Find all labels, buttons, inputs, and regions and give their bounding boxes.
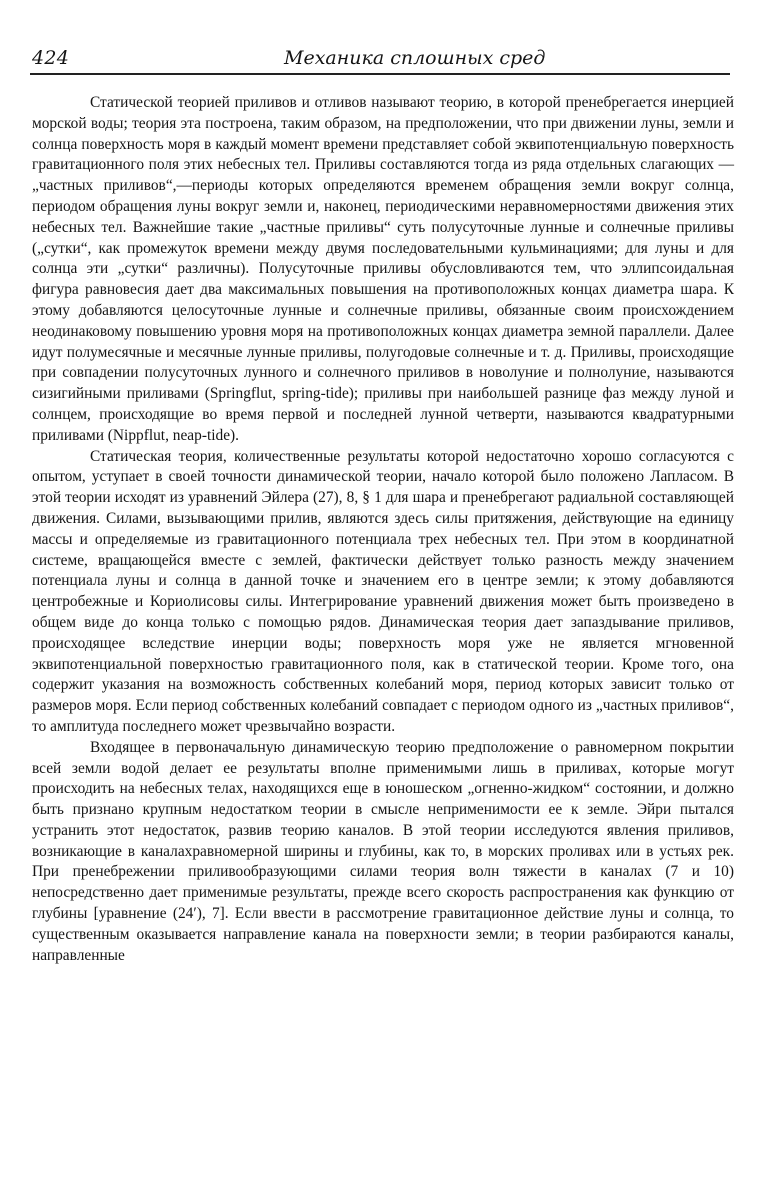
page-header <box>30 44 732 70</box>
page-number: 424 <box>32 47 70 69</box>
header-rule <box>30 73 730 75</box>
paragraph-canal-theory: Входящее в первоначальную динамическую теорию предположение о равномерном покрытии всей земли водой делает ее результаты вполне применимыми лишь в приливах, которые могут происходить на небесных телах, находящихся еще в юношеском „огненно-жидком“ состоянии, и должно быть признано крупным недостатком теории в смысле неприменимости ее к земле. Эйри пытался устранить этот недостаток, развив теорию каналов. В этой теории исследуются явления приливов, возникающие в каналахравномерной ширины и глубины, как то, в морских проливах или в устьях рек. При пренебрежении приливообразующими силами теория волн тяжести в каналах (7 и 10) непосредственно дает применимые результаты, прежде всего скорость распространения как функцию от глубины [уравнение (24′), 7]. Если ввести в рассмотрение гравитационное действие луны и солнца, то существенным оказывается направление канала на поверхности земли; в теории разбираются каналы, направленные <box>32 738 734 964</box>
paragraph-static-theory: Статической теорией приливов и отливов называют теорию, в которой пренебрегается инерцией морской воды; теория эта построена, таким образом, на предположении, что при движении луны, земли и солнца поверхность моря в каждый момент времени представляет собой эквипотенциальную поверхность гравитационного поля этих небесных тел. Приливы составляются тогда из ряда отдельных слагающих — „частных приливов“,—периоды которых определяются временем обращения земли вокруг солнца, периодом обращения луны вокруг земли и, наконец, периодическими неравномерностями движения этих небесных тел. Важнейшие такие „частные приливы“ суть полусуточные лунные и солнечные приливы („сутки“, как промежуток времени между двумя последовательными кульминациями; для луны и для солнца эти „сутки“ различны). Полусуточные приливы обусловливаются тем, что эллипсоидальная фигура равновесия дает два максимальных повышения на противоположных концах диаметра шара. К этому добавляются целосуточные лунные и солнечные приливы, обязанные своим происхождением неодинаковому повышению уровня моря на противоположных концах диаметра земной параллели. Далее идут полумесячные и месячные лунные приливы, полугодовые солнечные и т. д. Приливы, происходящие при совпадении полусуточных лунного и солнечного приливов в новолуние и полнолуние, называются сизигийными приливами (Springflut, spring-tide); приливы при наибольшей разнице фаз между луной и солнцем, происходящие во время первой и последней лунной четверти, называются квадратурными приливами (Nippflut, neap-tide). <box>32 94 734 444</box>
paragraph-dynamic-theory: Статическая теория, количественные результаты которой недостаточно хорошо согласуются с опытом, уступает в своей точности динамической теории, начало которой было положено Лапласом. В этой теории исходят из уравнений Эйлера (27), 8, § 1 для шара и пренебрегают радиальной составляющей движения. Силами, вызывающими прилив, являются здесь силы притяжения, действующие на единицу массы и определяемые из гравитационного потенциала трех небесных тел. При этом в координатной системе, вращающейся вместе с землей, фактически действует только разность между значением потенциала луны и солнца в данной точке и значением его в центре земли; к этому добавляются центробежные и Кориолисовы силы. Интегрирование уравнений движения может быть произведено в общем виде до конца только с помощью рядов. Динамическая теория дает запаздывание приливов, происходящее вследствие инерции воды; поверхность моря уже не является мгновенной эквипотенциальной поверхностью гравитационного поля, как в статической теории. Кроме того, она содержит указания на возможность собственных колебаний моря, период которых зависит только от размеров моря. Если период собственных колебаний совпадает с периодом одного из „частных приливов“, то амплитуда последнего может чрезвычайно возрасти. <box>32 447 734 735</box>
running-title: Механика сплошных сред <box>284 47 546 69</box>
body-text <box>32 93 734 966</box>
